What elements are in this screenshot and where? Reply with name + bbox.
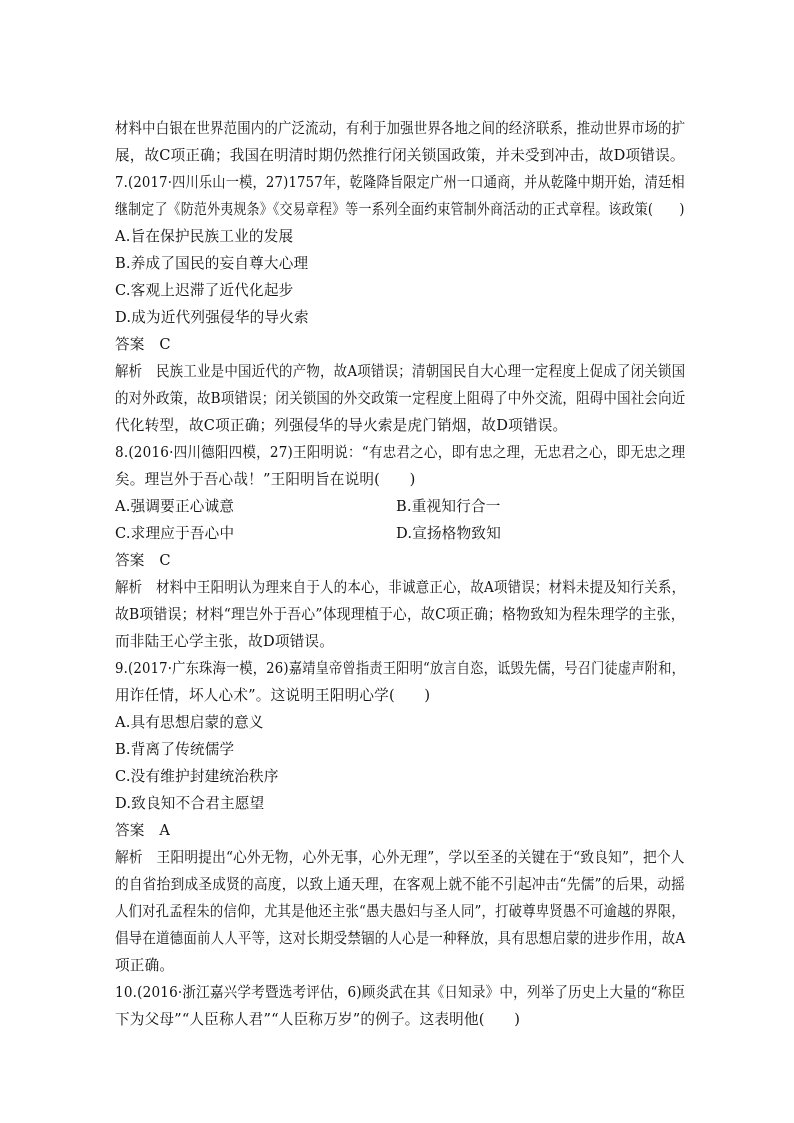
analysis-text: 人们对孔孟程朱的信仰，尤其是他还主张“愚夫愚妇与圣人同”，打破尊卑贤愚不可逾越的界限，	[115, 903, 685, 920]
question-9-stem: 用诈任情，坏人心术”。这说明王阳明心学( )	[115, 687, 431, 704]
analysis-text: 的自省抬到成圣成贤的高度，以致上通天理，在客观上就不能不引起冲击“先儒”的后果，动摇	[115, 876, 686, 893]
analysis-text: 解析 材料中王阳明认为理来自于人的本心，非诚意正心，故A项错误；材料未提及知行关系，	[115, 579, 686, 596]
question-7-stem: 7.(2017·四川乐山一模，27)1757年，乾隆降旨限定广州一口通商，并从乾隆中期开始，清廷相	[115, 174, 685, 191]
option-c: C.没有维护封建统治秩序	[115, 768, 279, 785]
answer-label: 答案 A	[115, 822, 171, 839]
analysis-text: 代化转型，故C项正确；列强侵华的导火索是虎门销烟，故D项错误。	[115, 417, 568, 434]
question-10-stem: 下为父母”“人臣称人君”“人臣称万岁”的例子。这表明他( )	[115, 1011, 521, 1028]
option-b: B.养成了国民的妄自尊大心理	[115, 255, 309, 272]
analysis-text: 解析 王阳明提出“心外无物，心外无事，心外无理”，学以至圣的关键在于“致良知”，把个人	[115, 849, 685, 866]
question-8-stem: 矣。理岂外于吾心哉！”王阳明旨在说明( )	[115, 471, 416, 488]
text-line: 材料中白银在世界范围内的广泛流动，有利于加强世界各地之间的经济联系，推动世界市场的扩	[115, 120, 686, 137]
option-b: B.背离了传统儒学	[115, 741, 235, 758]
question-7-stem: 继制定了《防范外夷规条》《交易章程》等一系列全面约束管制外商活动的正式章程。该政策( )	[115, 201, 685, 218]
analysis-text: 故B项错误；材料“理岂外于吾心”体现理植于心，故C项正确；格物致知为程朱理学的主张，	[115, 606, 685, 623]
analysis-text: 项正确。	[115, 957, 175, 974]
option-a: A.具有思想启蒙的意义	[115, 714, 264, 731]
analysis-text: 的对外政策，故B项错误；闭关锁国的外交政策一定程度上阻碍了中外交流，阻碍中国社会向近	[115, 390, 686, 407]
option-d: D.宣扬格物致知	[396, 525, 501, 542]
option-b: B.重视知行合一	[396, 498, 501, 515]
question-8-stem: 8.(2016·四川德阳四模，27)王阳明说：“有忠君之心，即有忠之理，无忠君之心，即无忠之理	[115, 444, 686, 461]
analysis-text: 而非陆王心学主张，故D项错误。	[115, 633, 335, 650]
question-9-stem: 9.(2017·广东珠海一模，26)嘉靖皇帝曾指责王阳明“放言自恣，诋毁先儒，号召门徒虚声附和，	[115, 660, 686, 677]
option-d: D.致良知不合君主愿望	[115, 795, 265, 812]
option-c: C.求理应于吾心中	[115, 525, 235, 542]
analysis-text: 倡导在道德面前人人平等，这对长期受禁锢的人心是一种释放，具有思想启蒙的进步作用，故A	[115, 930, 686, 947]
option-d: D.成为近代列强侵华的导火索	[115, 309, 309, 326]
analysis-text: 解析 民族工业是中国近代的产物，故A项错误；清朝国民自大心理一定程度上促成了闭关锁国	[115, 363, 686, 380]
answer-label: 答案 C	[115, 336, 171, 353]
answer-label: 答案 C	[115, 552, 171, 569]
option-a: A.旨在保护民族工业的发展	[115, 228, 294, 245]
text-line: 展，故C项正确；我国在明清时期仍然推行闭关锁国政策，并未受到冲击，故D项错误。	[115, 147, 685, 164]
option-c: C.客观上迟滞了近代化起步	[115, 282, 294, 299]
question-10-stem: 10.(2016·浙江嘉兴学考暨选考评估，6)顾炎武在其《日知录》中，列举了历史上大量的“称臣	[115, 984, 686, 1001]
option-a: A.强调要正心诚意	[115, 498, 235, 515]
